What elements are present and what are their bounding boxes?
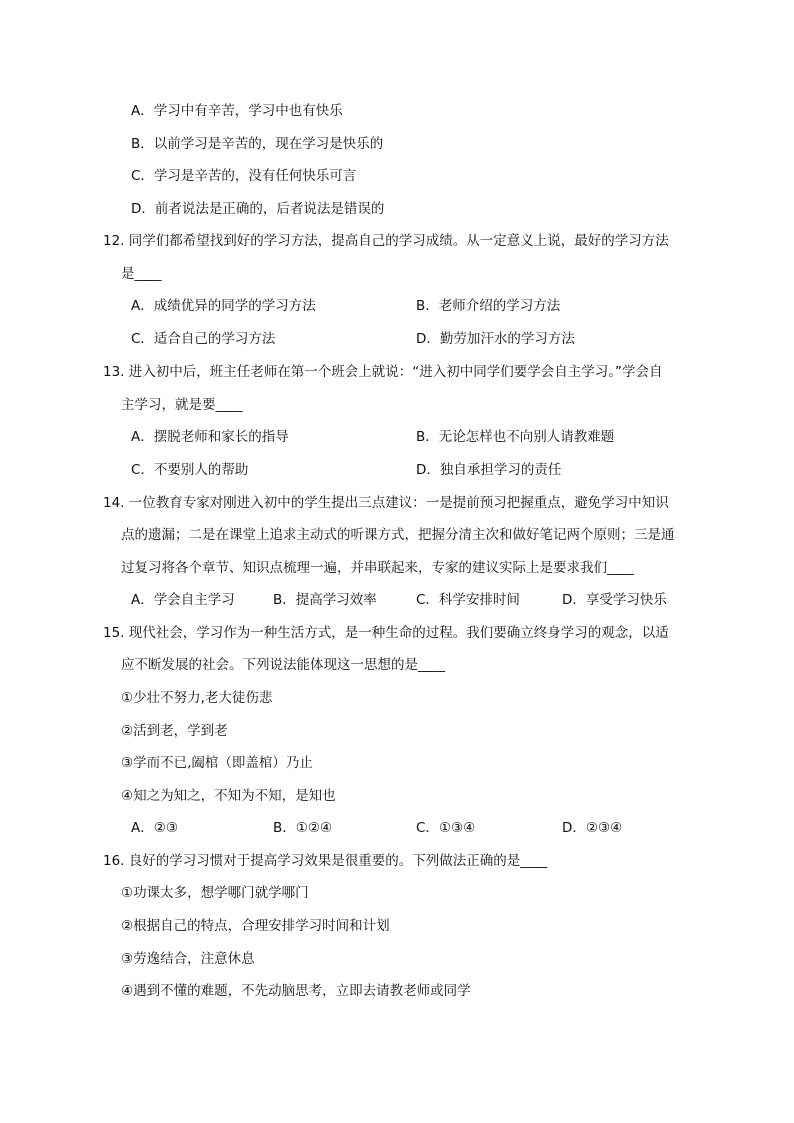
q14-stem-line2: 点的遗漏；二是在课堂上追求主动式的听课方式，把握分清主次和做好笔记两个原则；三是通	[121, 527, 675, 543]
q15-item-1: ①少壮不努力,老大徒伤悲	[121, 690, 273, 706]
q13-option-d: D．独自承担学习的责任	[416, 462, 562, 478]
q15-option-c: C．①③④	[416, 820, 476, 836]
q14-stem-line3: 过复习将各个章节、知识点梳理一遍，并串联起来，专家的建议实际上是要求我们____	[121, 560, 634, 576]
q15-option-d: D．②③④	[562, 820, 623, 836]
q13-option-c: C．不要别人的帮助	[131, 462, 249, 478]
q12-stem-line1: 12. 同学们都希望找到好的学习方法，提高自己的学习成绩。从一定意义上说，最好的学习方法	[103, 233, 669, 249]
q13-stem-line1: 13. 进入初中后，班主任老师在第一个班会上就说：“进入初中同学们要学会自主学习。”学会自	[103, 364, 663, 380]
q16-item-3: ③劳逸结合，注意休息	[121, 951, 255, 967]
q14-option-c: C．科学安排时间	[416, 592, 520, 608]
q14-option-b: B．提高学习效率	[273, 592, 377, 608]
q11-option-b: B．以前学习是辛苦的，现在学习是快乐的	[131, 136, 384, 152]
q12-stem-line2: 是____	[121, 266, 162, 282]
q16-stem-line1: 16. 良好的学习习惯对于提高学习效果是很重要的。下列做法正确的是____	[103, 853, 548, 869]
q12-option-d: D．勤劳加汗水的学习方法	[416, 331, 575, 347]
q14-option-a: A．学会自主学习	[131, 592, 235, 608]
q15-option-b: B．①②④	[273, 820, 333, 836]
q16-item-4: ④遇到不懂的难题，不先动脑思考，立即去请教老师或同学	[121, 983, 471, 999]
q13-option-b: B．无论怎样也不向别人请教难题	[416, 429, 615, 445]
q13-stem-line2: 主学习，就是要____	[121, 397, 243, 413]
q11-option-c: C．学习是辛苦的，没有任何快乐可言	[131, 168, 357, 184]
q14-stem-line1: 14. 一位教育专家对刚进入初中的学生提出三点建议：一是提前预习把握重点，避免学习中知识	[103, 495, 669, 511]
q15-item-4: ④知之为知之，不知为不知，是知也	[121, 788, 336, 804]
q15-option-a: A．②③	[131, 820, 178, 836]
q14-option-d: D．享受学习快乐	[562, 592, 667, 608]
q12-option-b: B．老师介绍的学习方法	[416, 298, 561, 314]
q13-option-a: A．摆脱老师和家长的指导	[131, 429, 289, 445]
q12-option-c: C．适合自己的学习方法	[131, 331, 276, 347]
q15-stem-line2: 应不断发展的社会。下列说法能体现这一思想的是____	[121, 657, 445, 673]
q15-stem-line1: 15. 现代社会，学习作为一种生活方式，是一种生命的过程。我们要确立终身学习的观念，以适	[103, 625, 669, 641]
q15-item-3: ③学而不已,阖棺（即盖棺）乃止	[121, 755, 313, 771]
q16-item-1: ①功课太多，想学哪门就学哪门	[121, 885, 309, 901]
q12-option-a: A．成绩优异的同学的学习方法	[131, 298, 316, 314]
q11-option-a: A．学习中有辛苦，学习中也有快乐	[131, 103, 343, 119]
q15-item-2: ②活到老，学到老	[121, 723, 228, 739]
q11-option-d: D．前者说法是正确的，后者说法是错误的	[131, 201, 385, 217]
q16-item-2: ②根据自己的特点，合理安排学习时间和计划	[121, 918, 390, 934]
